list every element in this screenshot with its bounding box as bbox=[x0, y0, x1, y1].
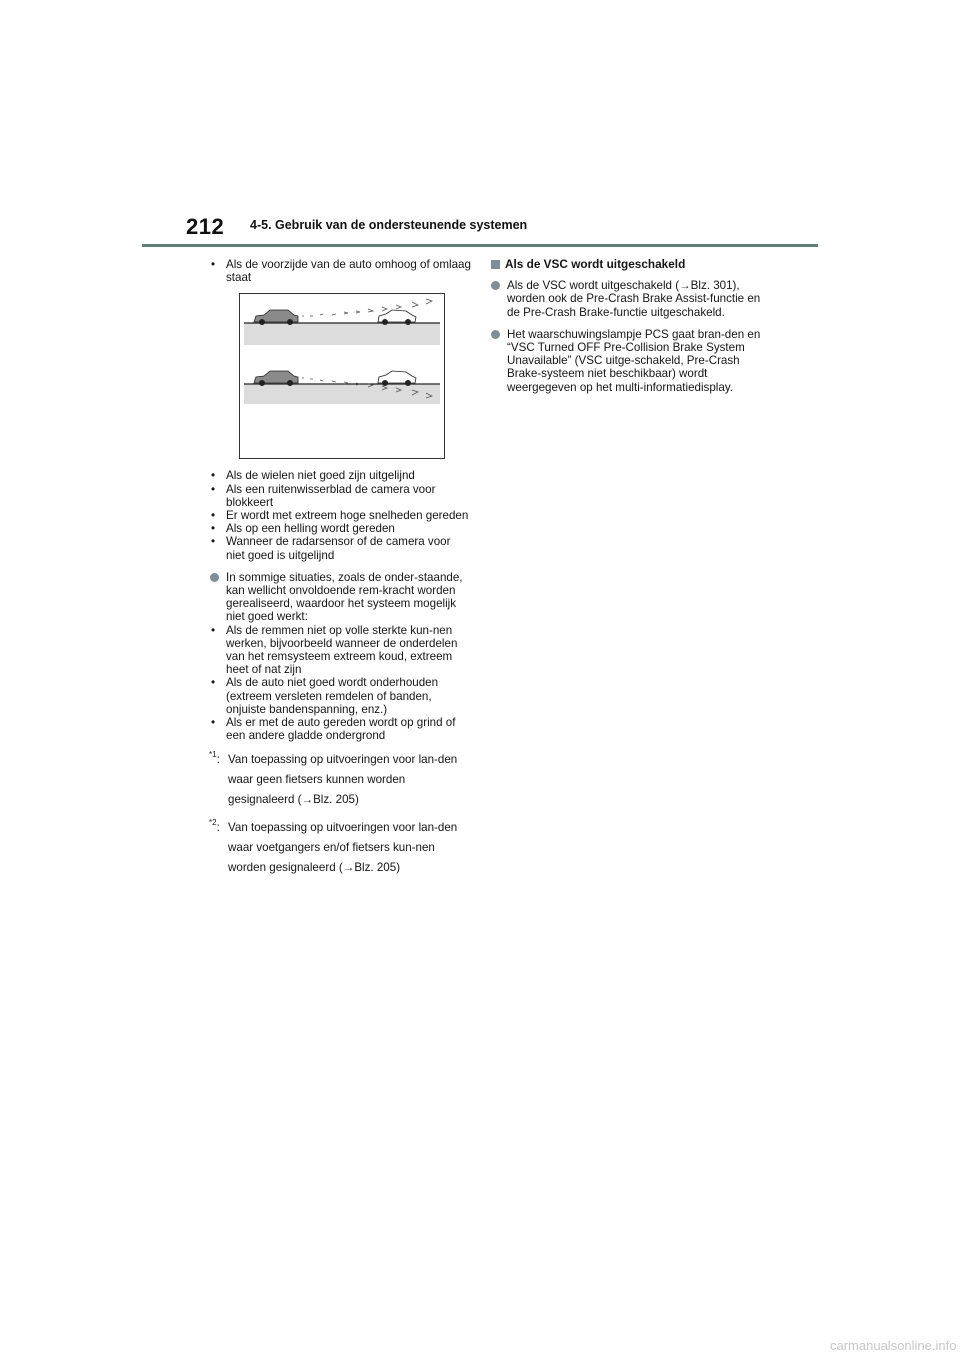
bullet-item bbox=[210, 676, 472, 716]
bullet-marker: • bbox=[211, 716, 216, 730]
bullet-item bbox=[210, 258, 472, 284]
circle-bullet-icon bbox=[491, 281, 500, 290]
watermark: carmanualsonline.info bbox=[830, 1338, 957, 1353]
bullet-marker: • bbox=[211, 535, 216, 549]
road-lower bbox=[244, 384, 440, 404]
point-item bbox=[491, 279, 761, 319]
section-title: 4-5. Gebruik van de ondersteunende systemen bbox=[250, 218, 528, 232]
bullet-text: Als de auto niet goed wordt onderhouden (extreem versleten remdelen of banden, onjuiste bandenspanning, enz.) bbox=[226, 676, 439, 716]
left-column bbox=[210, 258, 472, 878]
bullet-marker: • bbox=[211, 258, 216, 271]
bullet-item bbox=[210, 509, 472, 522]
bullet-marker: • bbox=[211, 482, 216, 496]
bullet-item bbox=[210, 483, 472, 509]
footnote-text: Van toepassing op uitvoeringen voor lan-den waar voetgangers en/of fietsers kun-nen worden gesignaleerd (→Blz. 205) bbox=[228, 821, 458, 875]
bullet-marker: • bbox=[211, 509, 216, 523]
right-column bbox=[491, 258, 761, 394]
square-bullet-icon bbox=[491, 260, 500, 269]
point-text: In sommige situaties, zoals de onder-staande, kan wellicht onvoldoende rem-kracht worden gerealiseerd, waardoor het systeem mogelijk niet goed werkt: bbox=[226, 570, 463, 624]
condition-list bbox=[210, 469, 472, 561]
vehicle-pitch-illustration bbox=[239, 293, 445, 459]
vehicle-pitch-diagram bbox=[240, 294, 444, 458]
footnote bbox=[210, 818, 472, 878]
radar-wave-icon bbox=[302, 299, 432, 316]
bullet-marker: • bbox=[211, 676, 216, 690]
circle-bullet-icon bbox=[210, 573, 219, 582]
bullet-marker: • bbox=[211, 623, 216, 637]
bullet-text: Wanneer de radarsensor of de camera voor niet goed is uitgelijnd bbox=[226, 535, 451, 562]
bullet-marker: • bbox=[211, 469, 216, 483]
footnote-mark: $^{*1}$: bbox=[209, 750, 220, 767]
page-number: 212 bbox=[186, 214, 225, 239]
footnote bbox=[210, 750, 472, 810]
point-text: Het waarschuwingslampje PCS gaat bran-den en “VSC Turned OFF Pre-Collision Brake System Unavailable” (VSC uitge-schakeld, Pre-Crash Brake-systeem niet beschikbaar) wordt weergegeven op het multi-informatiedisplay. bbox=[507, 327, 761, 394]
bullet-text: Als de voorzijde van de auto omhoog of omlaag staat bbox=[226, 258, 471, 285]
subsection-heading bbox=[491, 258, 761, 271]
footnote-mark: $^{*2}$: bbox=[209, 818, 220, 835]
bullet-text: Als de remmen niet op volle sterkte kun-nen werken, bijvoorbeeld wanneer de onderdelen van het remsysteem extreem koud, extreem heet of nat zijn bbox=[226, 623, 458, 677]
circle-bullet-icon bbox=[491, 330, 500, 339]
bullet-text: Als er met de auto gereden wordt op grind of een andere gladde ondergrond bbox=[226, 716, 456, 743]
bullet-item bbox=[210, 535, 472, 561]
footnote-text: Van toepassing op uitvoeringen voor lan-den waar geen fietsers kunnen worden gesignaleerd (→Blz. 205) bbox=[228, 753, 458, 807]
point-text: Als de VSC wordt uitgeschakeld (→Blz. 301), worden ook de Pre-Crash Brake Assist-functie en de Pre-Crash Brake-functie uitgeschakeld. bbox=[507, 279, 761, 319]
bullet-item bbox=[210, 716, 472, 742]
road-upper bbox=[244, 323, 440, 345]
bullet-item bbox=[210, 624, 472, 677]
bullet-text: Als de wielen niet goed zijn uitgelijnd bbox=[226, 469, 415, 483]
header-rule bbox=[142, 244, 818, 247]
heading-text: Als de VSC wordt uitgeschakeld bbox=[505, 257, 686, 271]
point-item bbox=[210, 571, 472, 624]
bullet-item bbox=[210, 522, 472, 535]
bullet-item bbox=[210, 469, 472, 482]
bullet-marker: • bbox=[211, 522, 216, 536]
point-sub-list bbox=[210, 624, 472, 743]
point-item bbox=[491, 328, 761, 394]
bullet-text: Er wordt met extreem hoge snelheden gereden bbox=[226, 509, 469, 523]
bullet-text: Als een ruitenwisserblad de camera voor blokkeert bbox=[226, 482, 436, 509]
bullet-text: Als op een helling wordt gereden bbox=[226, 522, 395, 536]
